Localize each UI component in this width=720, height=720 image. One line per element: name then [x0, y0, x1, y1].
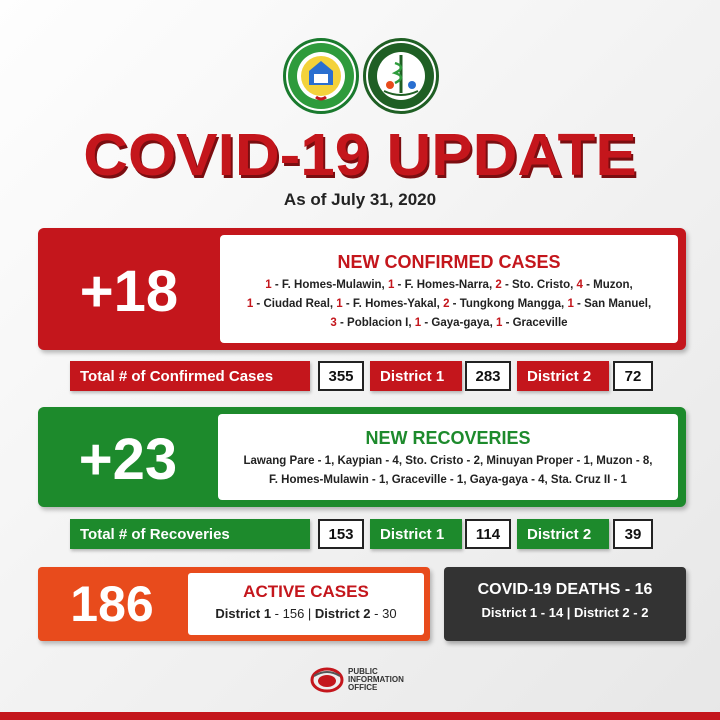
pio-line-2: INFORMATION	[348, 675, 404, 684]
count: 1	[414, 317, 422, 329]
recoveries-district2-label: District 2	[517, 519, 609, 549]
active-cases-breakdown	[188, 606, 424, 621]
total-confirmed-value: 355	[318, 361, 364, 391]
bottom-accent-bar	[0, 712, 720, 720]
active-cases-panel	[38, 567, 430, 641]
confirmed-district1-value: 283	[465, 361, 511, 391]
district2-value: - 30	[370, 606, 397, 621]
active-cases-heading: ACTIVE CASES	[243, 582, 369, 601]
count: 2	[495, 279, 502, 291]
barangay: - Tungkong Mangga,	[449, 298, 568, 310]
count: 1	[495, 317, 503, 329]
city-seal-logo	[283, 38, 359, 114]
active-cases-count: 186	[70, 576, 154, 632]
count: 1	[567, 298, 574, 310]
recoveries-district1-value: 114	[465, 519, 511, 549]
total-recoveries-label: Total # of Recoveries	[70, 519, 310, 549]
barangay: - Ciudad Real,	[253, 298, 337, 310]
public-information-office-logo	[310, 664, 420, 696]
district2-label: District 2	[314, 606, 371, 621]
recoveries-district1-label: District 1	[370, 519, 462, 549]
count: 3	[330, 317, 337, 329]
new-confirmed-details	[220, 235, 678, 343]
deaths-breakdown: District 1 - 14 | District 2 - 2	[481, 605, 649, 620]
new-recoveries-list	[218, 452, 678, 490]
recoveries-line-2: F. Homes-Mulawin - 1, Graceville - 1, Gaya-gaya - 4, Sta. Cruz II - 1	[269, 474, 627, 486]
district1-value: - 156 |	[271, 606, 315, 621]
recoveries-district2-value: 39	[613, 519, 653, 549]
confirmed-district1-label: District 1	[370, 361, 462, 391]
new-confirmed-heading: NEW CONFIRMED CASES	[337, 252, 561, 272]
confirmed-district2-value: 72	[613, 361, 653, 391]
barangay: - F. Homes-Narra,	[394, 279, 496, 291]
barangay: - Muzon,	[582, 279, 633, 291]
page-title: COVID-19 UPDATE	[83, 122, 637, 189]
confirmed-line-2	[220, 295, 678, 314]
recoveries-line-1: Lawang Pare - 1, Kaypian - 4, Sto. Cristo - 2, Minuyan Proper - 1, Muzon - 8,	[243, 455, 653, 467]
new-confirmed-list	[220, 276, 678, 333]
barangay: - F. Homes-Yakal,	[342, 298, 444, 310]
pio-line-3: OFFICE	[348, 683, 378, 692]
total-recoveries-value: 153	[318, 519, 364, 549]
confirmed-line-1	[220, 276, 678, 295]
active-cases-details	[188, 573, 424, 635]
health-office-seal-icon	[366, 41, 436, 111]
barangay: - Poblacion I,	[336, 317, 415, 329]
new-recoveries-details	[218, 414, 678, 500]
deaths-heading: COVID-19 DEATHS - 16	[477, 581, 653, 598]
barangay: - F. Homes-Mulawin,	[271, 279, 388, 291]
new-confirmed-count: +18	[79, 259, 179, 324]
new-recoveries-count: +23	[78, 427, 178, 492]
barangay: - San Manuel,	[573, 298, 652, 310]
as-of-date: As of July 31, 2020	[283, 190, 437, 209]
count: 1	[387, 279, 395, 291]
count: 4	[576, 279, 583, 291]
total-confirmed-label: Total # of Confirmed Cases	[70, 361, 310, 391]
count: 1	[265, 279, 272, 291]
confirmed-district2-label: District 2	[517, 361, 609, 391]
district1-label: District 1	[215, 606, 272, 621]
count: 2	[443, 298, 450, 310]
barangay: - Gaya-gaya,	[421, 317, 496, 329]
new-recoveries-panel	[38, 407, 686, 507]
city-health-office-logo	[363, 38, 439, 114]
pio-swirl-icon	[310, 666, 344, 694]
count: 1	[246, 298, 254, 310]
pio-line-1: PUBLIC	[348, 667, 378, 676]
pio-text	[348, 668, 404, 692]
deaths-panel	[444, 567, 686, 641]
new-recoveries-heading: NEW RECOVERIES	[365, 428, 531, 448]
barangay: - Graceville	[502, 317, 568, 329]
barangay: - Sto. Cristo,	[501, 279, 577, 291]
new-confirmed-panel	[38, 228, 686, 350]
count: 1	[336, 298, 343, 310]
confirmed-line-3	[220, 314, 678, 333]
city-seal-icon	[286, 41, 356, 111]
